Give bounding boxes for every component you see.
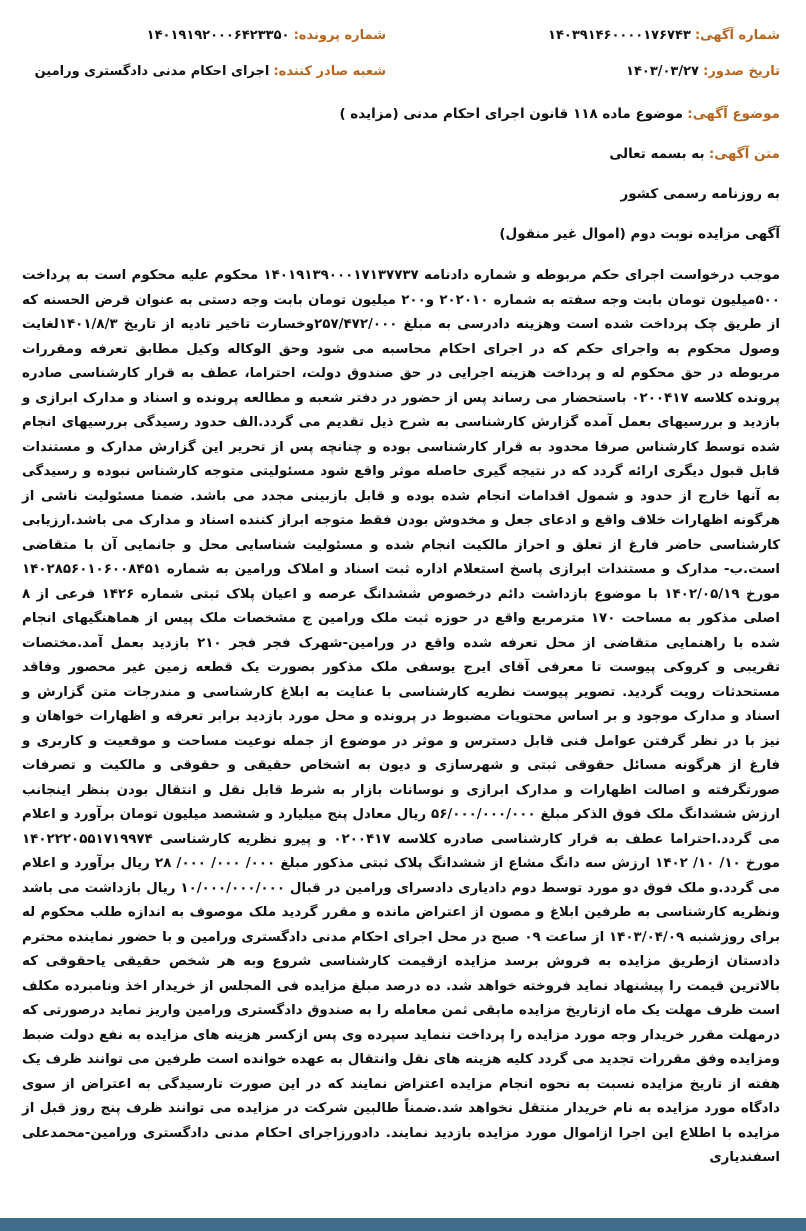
issuing-branch xyxy=(22,62,386,82)
ad-text-label: متن آگهی: xyxy=(708,146,780,162)
subject-label: موضوع آگهی: xyxy=(687,106,780,122)
notice-body: موجب درخواست اجرای حکم مربوطه و شماره دادنامه ۱۴۰۱۹۱۳۹۰۰۰۱۷۱۳۷۷۳۷ محکوم علیه محکوم است به پرداخت ۵۰۰میلیون تومان بابت وجه سفته به شماره ۲۰۲۰۱۰ و۲۰۰ میلیون تومان بابت وجه دستی به عنوان قرض الحسنه که از طریق چک پرداخت شده است وهزینه دادرسی به مبلغ ۲۵۷/۴۷۲/۰۰۰وخسارت تاخیر تادیه از تاریخ ۱۴۰۱/۸/۳لغایت وصول محکوم به واجرای حکم که در اجرای احکام محاسبه می شود وحق الوکاله وکیل مطابق تعرفه ومقررات مربوطه در حق محکوم له و پرداخت هزینه اجرایی در حق صندوق دولت، احتراما، عطف به قرار کارشناسی صادره پرونده کلاسه ۰۲۰۰۴۱۷ باستحضار می رساند پس از حضور در دفتر شعبه و مطالعه پرونده و اسناد و مدارک ابرازی و بازدید و بررسیهای بعمل آمده گزارش کارشناسی به شرح ذیل تقدیم می گردد.الف حدود رسیدگی بررسیهای انجام شده توسط کارشناس صرفا محدود به قرار کارشناسی بوده و چنانچه پس از تحریر این گزارش مدارک و مستندات قابل قبول دیگری ارائه گردد که در نتیجه گیری حاصله موثر واقع شود مسئولیتی متوجه کارشناس نبوده و رسیدگی به آنها خارج از حدود و شمول اقدامات انجام شده بوده و قابل بازبینی مجدد می باشد. ضمنا مسئولیت ناشی از هرگونه اظهارات خلاف واقع و ادعای جعل و مخدوش بودن فقط متوجه ابراز کننده اسناد و مدارک می باشد.ارزیابی کارشناسی حاضر فارغ از تعلق و احراز مالکیت انجام شده و مسئولیت شناسایی محل و جانمایی آن با متقاضی است.ب- مدارک و مستندات ابرازی پاسخ استعلام اداره ثبت اسناد و املاک ورامین به شماره ۱۴۰۲۸۵۶۰۱۰۶۰۰۸۴۵۱ مورخ ۱۴۰۲/۰۵/۱۹ با موضوع بازداشت دائم درخصوص ششدانگ عرصه و اعیان پلاک ثبتی شماره ۱۴۲۶ فرعی از ۸ اصلی مذکور به مساحت ۱۷۰ مترمربع واقع در حوزه ثبت ملک ورامین ج مشخصات ملک پیس از هماهنگیهای انجام شده با راهنمایی متقاضی از محل تعرفه شده واقع در ورامین-شهرک فجر فجر ۲۱۰ بازدید بعمل آمد.مختصات تقریبی و کروکی پیوست تا معرفی آقای ایرج یوسفی ملک مذکور بصورت یک قطعه زمین غیر محصور وفاقد مستحدثات رویت گردید. تصویر پیوست نظریه کارشناسی با عنایت به ابلاغ کارشناسی و مندرجات متن گزارش و اسناد و مدارک موجود و بر اساس محتویات مضبوط در پرونده و محل مورد بازدید برابر تعرفه و اظهارات خواهان و نیز با در نظر گرفتن عوامل فنی قابل دسترس و موثر در موضوع از جمله نوعیت مساحت و موقعیت و کاربری و فارغ از هرگونه مسائل حقوقی ثبتی و شهرسازی و دیون به اشخاص حقیقی و حقوقی و مالکیت و تصرفات صورتگرفته و اصالت اظهارات و مدارک ابرازی و نوسانات بازار به شرط قابل نقل و انتقال بودن بنظر اینجانب ارزش ششدانگ ملک فوق الذکر مبلغ ۵۶/۰۰۰/۰۰۰/۰۰۰ ریال معادل پنج میلیارد و ششصد میلیون تومان برآورد و اعلام می گردد.احتراما عطف به قرار کارشناسی صادره کلاسه ۰۲۰۰۴۱۷ و پیرو نظریه کارشناسی ۱۴۰۲۲۲۰۵۵۱۷۱۹۹۷۴ مورخ ۱۰/ ۱۰/ ۱۴۰۲ ارزش سه دانگ مشاع از ششدانگ پلاک ثبتی مذکور مبلغ ۰۰۰/ ۰۰۰/ ۰۰۰/ ۲۸ ریال برآورد و اعلام می گردد.و ملک فوق دو مورد توسط دوم دادیاری دادسرای ورامین در قبال ۱۰/۰۰۰/۰۰۰/۰۰۰ ریال بازداشت می باشد ونظریه کارشناسی به طرفین ابلاغ و مصون از اعتراض مانده و مقرر گردید ملک موصوف به اندازه طلب محکوم له برای روزشنبه ۱۴۰۳/۰۴/۰۹ از ساعت ۰۹ صبح در محل اجرای احکام مدنی دادگستری ورامین و با حضور نماینده محترم دادستان ازطریق مزایده به فروش برسد مزایده ازقیمت کارشناسی شروع وبه هر شخص حقیقی یاحقوقی که بالاترین قیمت را پیشنهاد نماید فروخته خواهد شد. ده درصد مبلغ مزایده فی المجلس از خریدار اخذ ونامبرده مکلف است ظرف مهلت یک ماه ازتاریخ مزایده مابقی ثمن معامله را به صندوق دادگستری ورامین واریز نماید درصورتی که درمهلت مقرر خریدار وجه مورد مزایده را پرداخت ننماید سپرده وی پس ازکسر هزینه های مزایده به نفع دولت ضبط ومزایده وفق مقررات تجدید می گردد کلیه هزینه های نقل وانتقال به عهده خوانده است طرفین می توانند ظرف یک هفته از تاریخ مزایده نسبت به نحوه انجام مزایده اعتراض نمایند که در این صورت تارسیدگی به اعتراض از سوی دادگاه مورد مزایده به نام خریدار منتقل نخواهد شد.ضمناً طالبین شرکت در مزایده می توانند ظرف پنج روز قبل از مزایده با اطلاع این اجرا ازاموال مورد مزایده بازدید نمایند. دادورزاجرای احکام مدنی دادگستری ورامین-محمدعلی اسفندیاری xyxy=(22,268,781,1165)
ad-number xyxy=(416,26,780,46)
addressee: به روزنامه رسمی کشور xyxy=(620,186,780,202)
file-number-label: شماره پرونده: xyxy=(293,28,386,43)
subject-value: موضوع ماده ۱۱۸ قانون اجرای احکام مدنی (مزایده ) xyxy=(339,106,683,122)
file-number-value: ۱۴۰۱۹۱۹۲۰۰۰۶۴۲۳۳۵۰ xyxy=(146,28,290,43)
auction-title: آگهی مزایده نوبت دوم (اموال غیر منقول) xyxy=(499,226,780,242)
issue-date-label: تاریخ صدور: xyxy=(703,64,780,79)
notice-metadata xyxy=(22,26,780,82)
footer-bar xyxy=(0,1218,806,1231)
issuing-branch-label: شعبه صادر کننده: xyxy=(273,64,386,79)
issue-date xyxy=(416,62,780,82)
issuing-branch-value: اجرای احکام مدنی دادگستری ورامین xyxy=(34,64,270,79)
issue-date-value: ۱۴۰۳/۰۳/۲۷ xyxy=(626,64,699,79)
ad-number-label: شماره آگهی: xyxy=(694,28,780,43)
notice-subject xyxy=(22,104,780,124)
file-number xyxy=(22,26,386,46)
ad-text-opening: به بسمه تعالی xyxy=(609,146,705,162)
ad-number-value: ۱۴۰۳۹۱۴۶۰۰۰۰۱۷۶۷۴۳ xyxy=(548,28,691,43)
notice-text-heading xyxy=(22,144,780,164)
